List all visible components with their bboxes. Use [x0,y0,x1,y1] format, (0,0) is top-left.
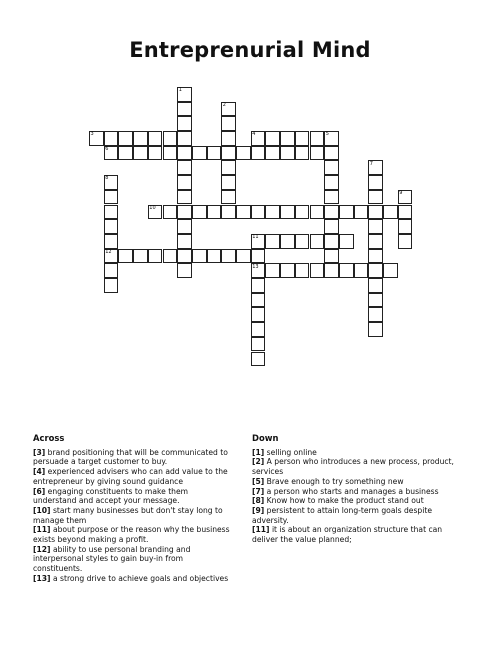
cell-number: 12 [105,248,112,255]
grid-cell[interactable] [398,219,413,234]
grid-cell[interactable] [324,234,339,249]
grid-cell[interactable] [280,263,295,278]
grid-cell[interactable] [295,131,310,146]
grid-cell[interactable] [383,205,398,220]
grid-cell[interactable] [177,219,192,234]
grid-cell[interactable] [265,205,280,220]
grid-cell[interactable] [398,205,413,220]
cell-number: 6 [105,145,109,152]
across-clue [33,467,231,486]
down-clue [252,496,462,506]
down-clue-number: [1] [252,447,265,457]
cell-number: 3 [90,131,94,138]
down-clue-text: Know how to make the product stand out [266,496,424,506]
grid-cell[interactable] [310,131,325,146]
grid-cell[interactable] [221,131,236,146]
down-clue [252,506,462,525]
grid-cell[interactable] [207,146,222,161]
grid-cell[interactable] [324,175,339,190]
across-clue-number: [3] [33,447,46,457]
grid-cell[interactable] [280,146,295,161]
across-clue-text: engaging constituents to make them understand and accept your message. [33,486,189,506]
grid-cell[interactable] [221,146,236,161]
cell-number: 13 [252,263,259,270]
grid-cell[interactable] [163,205,178,220]
grid-cell[interactable] [177,249,192,264]
grid-cell[interactable] [221,116,236,131]
grid-cell[interactable] [324,249,339,264]
down-clue-number: [7] [252,486,265,496]
down-heading: Down [252,433,279,443]
grid-cell[interactable] [221,190,236,205]
across-clue-text: start many businesses but don't stay long to manage them [33,505,223,525]
grid-cell[interactable] [339,263,354,278]
grid-cell[interactable] [368,190,383,205]
grid-cell[interactable] [368,278,383,293]
grid-cell[interactable] [104,234,119,249]
grid-cell[interactable] [251,249,266,264]
grid-cell[interactable] [280,131,295,146]
across-clue-number: [13] [33,573,51,583]
across-clue-text: about purpose or the reason why the business exists beyond making a profit. [33,525,230,545]
grid-cell[interactable] [133,146,148,161]
across-clue-number: [11] [33,525,51,535]
down-clue-text: selling online [266,447,317,457]
grid-cell[interactable] [310,146,325,161]
grid-cell[interactable] [177,102,192,117]
grid-cell[interactable] [133,131,148,146]
grid-cell[interactable] [251,146,266,161]
grid-cell[interactable] [265,234,280,249]
grid-cell[interactable] [295,205,310,220]
grid-cell[interactable] [265,263,280,278]
grid-cell[interactable] [133,249,148,264]
grid-cell[interactable] [368,263,383,278]
grid-cell[interactable] [280,234,295,249]
cell-number: 9 [399,190,403,196]
grid-cell[interactable] [163,146,178,161]
grid-cell[interactable] [265,146,280,161]
down-clue-number: [9] [252,505,265,515]
grid-cell[interactable] [324,190,339,205]
grid-cell[interactable] [265,131,280,146]
cell-number: 1 [178,87,182,94]
down-clue [252,487,462,497]
grid-cell[interactable] [177,160,192,175]
grid-cell[interactable] [207,249,222,264]
across-clue-number: [4] [33,467,46,477]
grid-cell[interactable] [368,249,383,264]
grid-cell[interactable] [221,205,236,220]
down-clue [252,525,462,544]
grid-cell[interactable] [398,234,413,249]
across-clues [33,434,231,584]
grid-cell[interactable] [104,190,119,205]
cell-number: 2 [222,101,226,108]
grid-cell[interactable] [236,205,251,220]
grid-cell[interactable] [177,234,192,249]
grid-cell[interactable] [221,249,236,264]
cell-number: 10 [149,204,156,211]
down-clue-text: Brave enough to try something new [266,476,404,486]
across-clue [33,525,231,544]
grid-cell[interactable] [368,205,383,220]
down-clue [252,477,462,487]
grid-cell[interactable] [177,205,192,220]
across-clue-text: brand positioning that will be communicated to persuade a target customer to buy. [33,447,228,467]
grid-cell[interactable] [236,146,251,161]
grid-cell[interactable] [339,234,354,249]
grid-cell[interactable] [368,234,383,249]
grid-cell[interactable] [104,205,119,220]
down-clue-number: [11] [252,525,270,535]
grid-cell[interactable] [104,131,119,146]
across-clue [33,574,231,584]
grid-cell[interactable] [251,205,266,220]
grid-cell[interactable] [310,234,325,249]
grid-cell[interactable] [148,131,163,146]
grid-cell[interactable] [192,146,207,161]
cell-number: 7 [369,160,373,167]
grid-cell[interactable] [118,131,133,146]
puzzle-title: Entreprenurial Mind [129,38,371,62]
grid-cell[interactable] [383,263,398,278]
grid-cell[interactable] [295,146,310,161]
grid-cell[interactable] [192,205,207,220]
grid-cell[interactable] [368,219,383,234]
grid-cell[interactable] [177,146,192,161]
grid-cell[interactable] [368,293,383,308]
down-clue [252,448,462,458]
grid-cell[interactable] [148,146,163,161]
grid-cell[interactable] [354,205,369,220]
grid-cell[interactable] [177,116,192,131]
across-heading: Across [33,433,65,443]
across-clue [33,545,231,574]
grid-cell[interactable] [251,322,266,337]
grid-cell[interactable] [251,293,266,308]
across-clue-number: [12] [33,544,51,554]
grid-cell[interactable] [295,234,310,249]
grid-cell[interactable] [221,160,236,175]
grid-cell[interactable] [177,190,192,205]
down-clue-number: [5] [252,476,265,486]
cell-number: 8 [105,175,109,182]
grid-cell[interactable] [354,263,369,278]
grid-cell[interactable] [251,307,266,322]
grid-cell[interactable] [236,249,251,264]
down-clue-text: a person who starts and manages a business [266,486,439,496]
grid-cell[interactable] [251,352,266,367]
grid-cell[interactable] [280,205,295,220]
cell-number: 5 [325,131,329,138]
down-clue [252,457,462,476]
across-clue [33,487,231,506]
grid-cell[interactable] [295,263,310,278]
down-clue-text: it is about an organization structure that can deliver the value planned; [252,525,443,545]
down-clue-text: persistent to attain long-term goals despite adversity. [252,505,432,525]
cell-number: 11 [252,234,259,241]
across-clue-text: a strong drive to achieve goals and objectives [52,573,229,583]
across-clue-text: ability to use personal branding and interpersonal styles to gain buy-in from constituents. [33,544,191,574]
grid-cell[interactable] [163,249,178,264]
down-clue-text: A person who introduces a new process, product, services [252,457,454,477]
grid-cell[interactable] [251,337,266,352]
across-clue [33,506,231,525]
grid-cell[interactable] [310,263,325,278]
down-clue-number: [2] [252,457,265,467]
grid-cell[interactable] [368,322,383,337]
across-clue-number: [10] [33,505,51,515]
grid-cell[interactable] [207,205,222,220]
grid-cell[interactable] [192,249,207,264]
grid-cell[interactable] [104,278,119,293]
grid-cell[interactable] [324,263,339,278]
grid-cell[interactable] [339,205,354,220]
grid-cell[interactable] [148,249,163,264]
cell-number: 4 [252,131,256,138]
grid-cell[interactable] [324,146,339,161]
across-clue-text: experienced advisers who can add value to the entrepreneur by giving sound guidance [33,467,228,486]
across-clue-number: [6] [33,486,46,496]
grid-cell[interactable] [177,131,192,146]
grid-cell[interactable] [118,249,133,264]
down-clue-number: [8] [252,496,265,506]
grid-cell[interactable] [163,131,178,146]
grid-cell[interactable] [118,146,133,161]
grid-cell[interactable] [324,205,339,220]
grid-cell[interactable] [324,219,339,234]
grid-cell[interactable] [177,263,192,278]
grid-cell[interactable] [310,205,325,220]
grid-cell[interactable] [324,160,339,175]
grid-cell[interactable] [368,307,383,322]
grid-cell[interactable] [221,175,236,190]
grid-cell[interactable] [104,263,119,278]
grid-cell[interactable] [368,175,383,190]
grid-cell[interactable] [251,278,266,293]
grid-cell[interactable] [177,175,192,190]
grid-cell[interactable] [104,219,119,234]
down-clues [252,434,462,545]
across-clue [33,448,231,467]
